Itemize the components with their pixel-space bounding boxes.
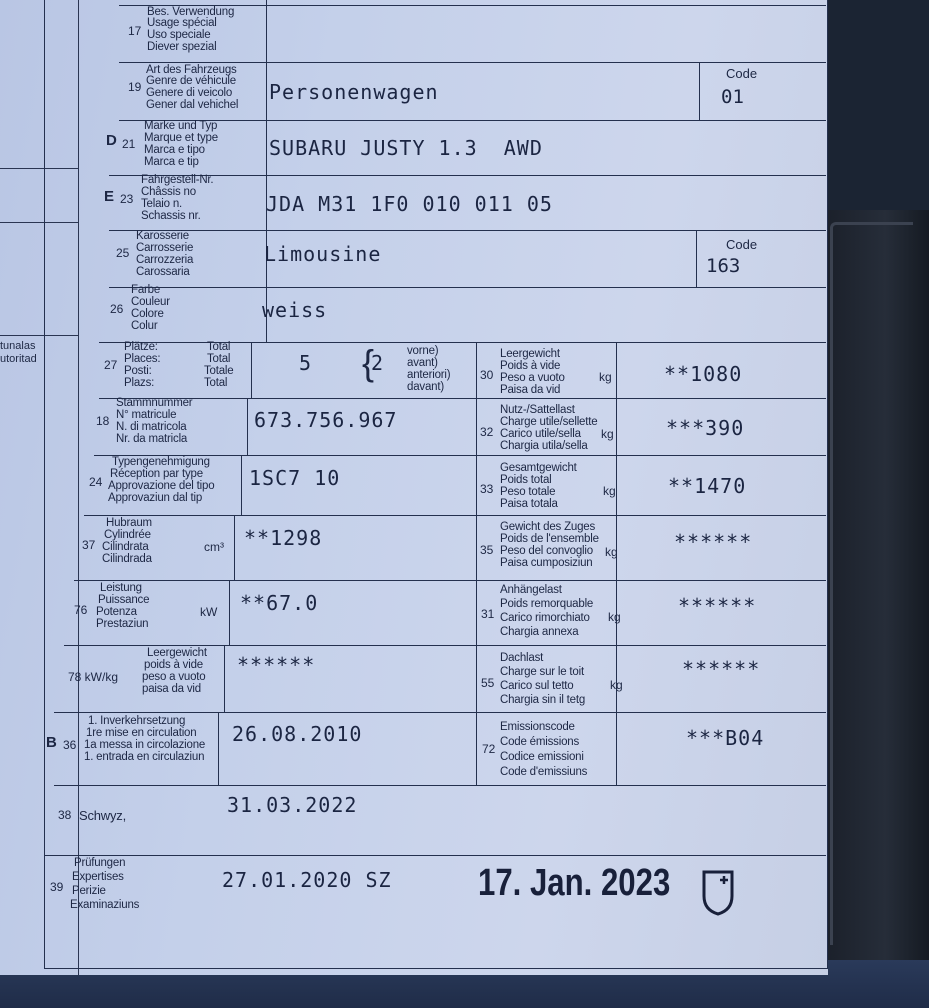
seats-brace: { bbox=[362, 342, 374, 383]
field-37-number: 37 bbox=[82, 538, 96, 552]
field-18-number: 18 bbox=[96, 414, 110, 428]
power-to-weight-value: ****** bbox=[237, 653, 316, 677]
field-27-number: 27 bbox=[104, 358, 118, 372]
type-approval-value: 1SC7 10 bbox=[249, 466, 341, 490]
inspection-stamp-date: 17. Jan. 2023 bbox=[478, 862, 671, 904]
canton-shield-icon bbox=[700, 866, 736, 916]
emission-code-value: ***B04 bbox=[686, 726, 765, 750]
power-value: **67.0 bbox=[240, 591, 319, 615]
field-38-label: Schwyz, bbox=[79, 808, 127, 823]
left-page-text-2: utoritad bbox=[0, 353, 37, 365]
color-value: weiss bbox=[262, 298, 328, 322]
field-35-number: 35 bbox=[480, 543, 494, 557]
field-25-number: 25 bbox=[116, 246, 130, 260]
train-weight-value: ****** bbox=[674, 530, 753, 554]
first-registration-value: 26.08.2010 bbox=[232, 722, 363, 746]
field-17-number: 17 bbox=[128, 24, 142, 38]
curb-weight-value: **1080 bbox=[664, 362, 743, 386]
displacement-value: **1298 bbox=[244, 526, 323, 550]
field-31-number: 31 bbox=[481, 607, 495, 621]
registration-number-value: 673.756.967 bbox=[254, 408, 398, 432]
vehicle-type-value: Personenwagen bbox=[269, 80, 439, 104]
folder-edge bbox=[830, 222, 913, 945]
train-weight-unit: kg bbox=[605, 545, 618, 559]
curb-weight-unit: kg bbox=[599, 370, 612, 384]
vehicle-type-code-label: Code bbox=[726, 66, 758, 81]
roof-load-value: ****** bbox=[682, 657, 761, 681]
vehicle-type-code-value: 01 bbox=[721, 86, 744, 108]
chassis-number-value: JDA M31 1F0 010 011 05 bbox=[266, 192, 553, 216]
issue-date-value: 31.03.2022 bbox=[227, 793, 358, 817]
field-23-number: 23 bbox=[120, 192, 134, 206]
field-24-number: 24 bbox=[89, 475, 103, 489]
displacement-unit: cm³ bbox=[204, 540, 224, 554]
field-72-number: 72 bbox=[482, 742, 496, 756]
field-76-number: 76 bbox=[74, 603, 88, 617]
gross-weight-unit: kg bbox=[603, 484, 616, 498]
gross-weight-value: **1470 bbox=[668, 474, 747, 498]
field-21-number: 21 bbox=[122, 137, 136, 151]
field-55-number: 55 bbox=[481, 676, 495, 690]
body-type-code-value: 163 bbox=[706, 255, 741, 277]
field-21-letter: D bbox=[106, 132, 117, 149]
inspection-date-value: 27.01.2020 SZ bbox=[222, 868, 392, 892]
field-26-number: 26 bbox=[110, 302, 124, 316]
roof-load-unit: kg bbox=[610, 678, 623, 692]
field-32-number: 32 bbox=[480, 425, 494, 439]
field-30-number: 30 bbox=[480, 368, 494, 382]
towing-load-unit: kg bbox=[608, 610, 621, 624]
towing-load-value: ****** bbox=[678, 594, 757, 618]
seats-total-value: 5 bbox=[299, 351, 313, 375]
field-33-number: 33 bbox=[480, 482, 494, 496]
field-23-letter: E bbox=[104, 188, 115, 205]
power-unit: kW bbox=[200, 605, 218, 619]
payload-value: ***390 bbox=[666, 416, 745, 440]
make-model-value: SUBARU JUSTY 1.3 AWD bbox=[269, 136, 543, 160]
field-78-number: 78 kW/kg bbox=[68, 670, 119, 684]
registration-form: 17 Bes. Verwendung Usage spécial Uso speciale Diever spezial 19 Art des Fahrzeugs Genre de véhicule Genere di veicolo Gener dal vehichel Personenwagen Code 01 D 21 Marke und Typ Marque et type Marca e tipo Marca e tip SUBARU JUSTY 1.3 AWD E 23 Fahrgestell-Nr. Châssis no Telaio n. Schassis nr. JDA M31 1F0 010 011 05 25 Karosserie Carrosserie Carrozzeria Carossaria Limousine Code 163 26 Farbe Couleur Colore Colur weiss 27 Plätze: Places: Posti: Plazs: Total Total Totale Total 5 { 2 vorne) avant) anteriori) davant) 18 Stammnummer N° matricule N. di matricola Nr. da matricla 673.756.967 24 Typengenehmigung Réception par type Approvazione del tipo Approvaziun dal tip 1SC7 10 37 Hubraum Cylindrée Cilindrata Cilindrada cm³ **1298 76 Leistung Puissance Potenza Prestaziun kW **67.0 78 kW/kg Leergewicht poids à vide peso a vuoto paisa da vid ****** B 36 1. Inverkehrsetzung 1re mise en circulation 1a messa in circolazione 1. entrada en circulaziun 26.08.2010 38 Schwyz, 31.03.2022 39 Prüfungen Expertises Perizie Examinaziuns 27.01.2020 SZ 17. Jan. 2023 30 Leergewicht Poids à vide Peso a vuoto Paisa da vid kg **1080 32 Nutz-/Sattellast Charge utile/sellette Carico utile/sella Chargia utila/sella kg ***390 33 Gesamtgewicht Poids total Peso totale Paisa totala kg **1470 35 Gewicht des Zuges Poids de l'ensemble Peso del convoglio Paisa cumposiziun kg ****** 31 Anhängelast Poids remorquable Carico rimorchiato Chargia annexa kg ****** 55 Dachlast Charge sur le toit Carico sul tetto Chargia sin il tetg kg ****** 72 Emissionscode Code émissions Codice emissioni Code d'emissiuns ***B04 bbox=[44, 0, 828, 975]
payload-unit: kg bbox=[601, 427, 614, 441]
body-type-code-label: Code bbox=[726, 237, 758, 252]
field-39-number: 39 bbox=[50, 880, 64, 894]
left-page-text-1: tunalas bbox=[0, 340, 36, 352]
seats-front-value: 2 bbox=[371, 351, 385, 375]
body-type-value: Limousine bbox=[264, 242, 382, 266]
field-36-letter: B bbox=[46, 734, 57, 751]
field-19-number: 19 bbox=[128, 80, 142, 94]
field-38-number: 38 bbox=[58, 808, 72, 822]
field-36-number: 36 bbox=[63, 738, 77, 752]
